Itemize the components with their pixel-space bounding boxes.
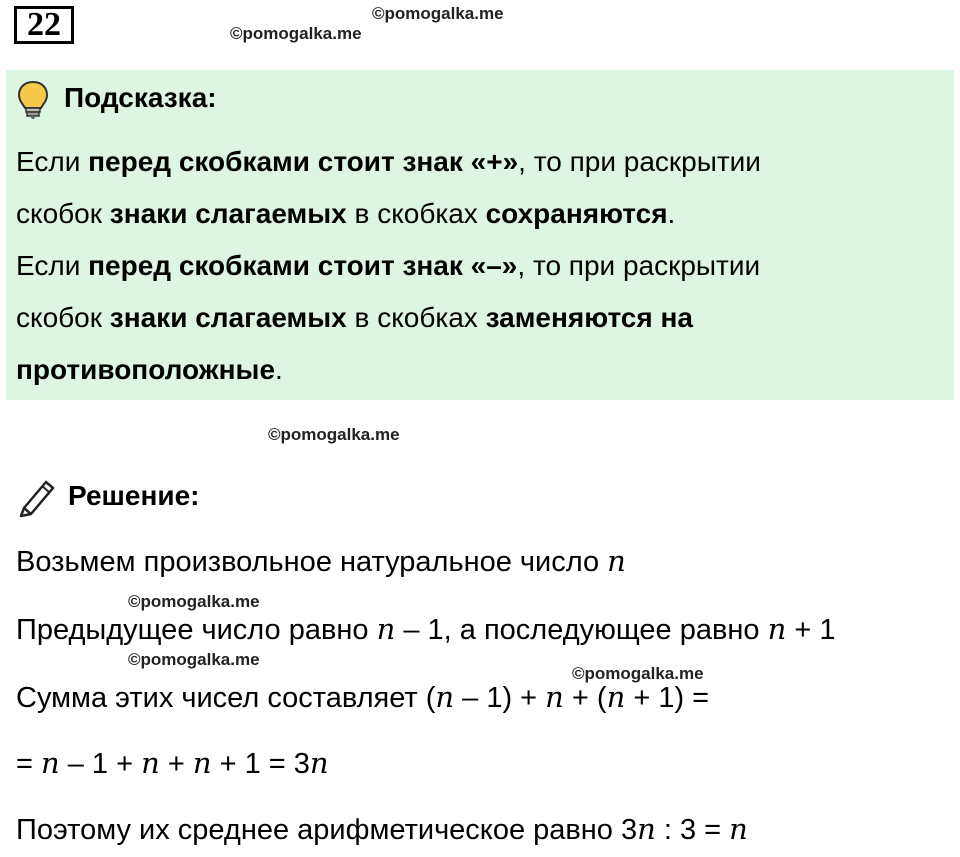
watermark: ©pomogalka.me: [230, 24, 362, 43]
hint-line: противоположные.: [16, 354, 283, 385]
watermark: ©pomogalka.me: [268, 425, 400, 444]
solution-line: Сумма этих чисел составляет (n – 1) + n + (n + 1) =: [16, 680, 710, 714]
watermark: ©pomogalka.me: [128, 650, 260, 669]
hint-line: скобок знаки слагаемых в скобках сохраняются.: [16, 198, 676, 229]
task-number: 22: [14, 6, 74, 44]
hint-line: Если перед скобками стоит знак «–», то при раскрытии: [16, 250, 761, 281]
solution-line: Возьмем произвольное натуральное число n: [16, 544, 626, 578]
hint-line: скобок знаки слагаемых в скобках заменяются на: [16, 302, 693, 333]
hint-title: Подсказка:: [64, 82, 217, 113]
solution-line: = n – 1 + n + n + 1 = 3n: [16, 746, 329, 780]
pencil-icon: [16, 474, 60, 518]
solution-title: Решение:: [68, 480, 200, 511]
solution-line: Предыдущее число равно n – 1, а последующее равно n + 1: [16, 612, 836, 646]
watermark: ©pomogalka.me: [128, 592, 260, 611]
watermark: ©pomogalka.me: [372, 4, 504, 23]
hint-line: Если перед скобками стоит знак «+», то при раскрытии: [16, 146, 761, 177]
lightbulb-icon: [16, 80, 50, 120]
solution-line: Поэтому их среднее арифметическое равно 3n : 3 = n: [16, 812, 748, 846]
watermark: ©pomogalka.me: [572, 664, 704, 683]
hint-box: [6, 70, 954, 400]
